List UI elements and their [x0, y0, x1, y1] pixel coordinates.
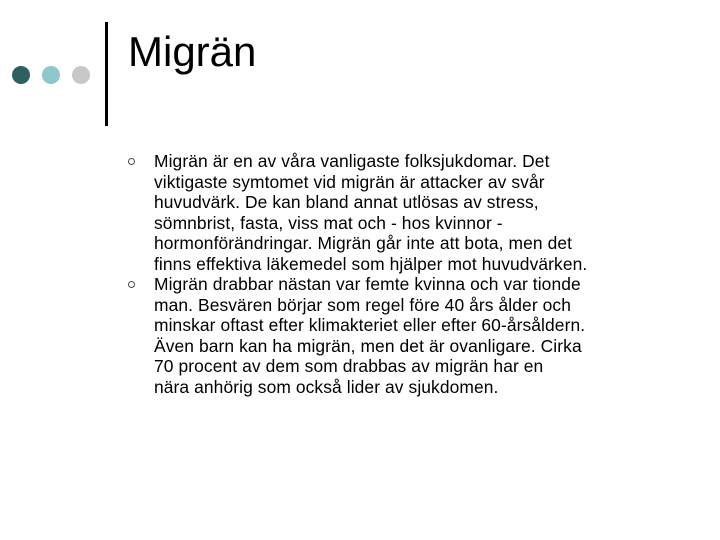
- bullet-list: [126, 151, 686, 397]
- bullet-text: [154, 151, 686, 274]
- bullet-line: hormonförändringar. Migrän går inte att bota, men det: [154, 233, 573, 253]
- bullet-line: man. Besvären börjar som regel före 40 års ålder och: [154, 294, 571, 315]
- bullet-item-migraine-overview: [126, 151, 686, 274]
- bullet-line: viktigaste symtomet vid migrän är attacker av svår: [154, 171, 545, 192]
- title-divider-line: [105, 22, 108, 126]
- bullet-line: huvudvärk. De kan bland annat utlösas av stress,: [154, 192, 539, 212]
- bullet-line: nära anhörig som också lider av sjukdomen.: [154, 376, 499, 397]
- bullet-item-migraine-prevalence: [126, 274, 686, 397]
- bullet-line: minskar oftast efter klimakteriet eller efter 60-årsåldern.: [154, 315, 586, 335]
- bullet-line: 70 procent av dem som drabbas av migrän har en: [154, 356, 544, 376]
- bullet-line: sömnbrist, fasta, viss mat och - hos kvinnor -: [154, 212, 503, 233]
- bullet-line: Migrän drabbar nästan var femte kvinna och var tionde: [154, 274, 581, 294]
- bullet-line: finns effektiva läkemedel som hjälper mot huvudvärken.: [154, 253, 588, 274]
- bullet-circle-icon: [128, 158, 135, 165]
- bullet-line: Även barn kan ha migrän, men det är ovanligare. Cirka: [154, 335, 582, 356]
- bullet-text: [154, 274, 686, 397]
- dot-dark-teal: [12, 66, 30, 84]
- bullet-line: Migrän är en av våra vanligaste folksjukdomar. Det: [154, 151, 550, 171]
- dot-light-teal: [42, 66, 60, 84]
- bullet-circle-icon: [128, 281, 135, 288]
- slide-title: Migrän: [128, 28, 257, 75]
- dot-gray: [72, 66, 90, 84]
